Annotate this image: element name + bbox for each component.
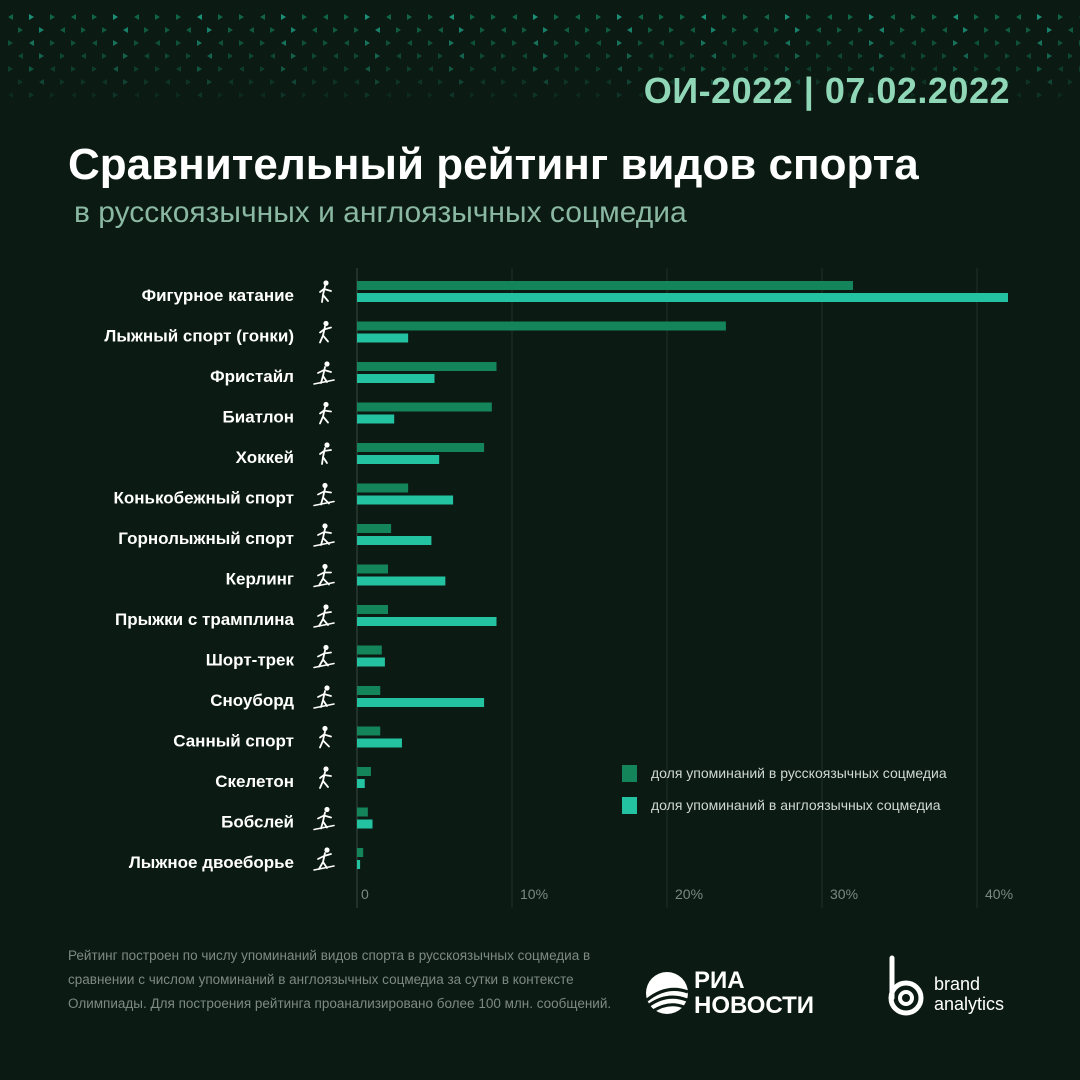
bar-english — [357, 779, 365, 788]
category-label: Санный спорт — [173, 731, 294, 751]
nordic-combined-icon — [314, 847, 334, 870]
figure-skating-icon — [320, 280, 331, 302]
bar-russian — [357, 322, 726, 331]
ria-logo-text — [694, 968, 814, 1018]
bar-english — [357, 536, 431, 545]
ria-logo-line1: РИА — [694, 967, 745, 994]
bobsleigh-icon — [314, 807, 334, 830]
category-label: Биатлон — [222, 407, 294, 427]
bar-english — [357, 820, 373, 829]
ria-novosti-logo — [644, 966, 844, 1026]
x-tick-label: 40% — [985, 886, 1014, 902]
freestyle-icon — [314, 361, 334, 384]
legend-swatch-russian — [622, 765, 637, 782]
category-label: Бобслей — [221, 812, 294, 832]
category-label: Скелетон — [215, 772, 294, 791]
chart-title: Сравнительный рейтинг видов спорта — [68, 140, 919, 189]
bar-english — [357, 496, 453, 505]
bar-russian — [357, 686, 380, 695]
bar-russian — [357, 524, 391, 533]
bar-english — [357, 658, 385, 667]
chart-subtitle: в русскоязычных и англоязычных соцмедиа — [74, 196, 687, 229]
bar-russian — [357, 484, 408, 493]
brand-analytics-logo — [880, 954, 1030, 1024]
legend-label-russian: доля упоминаний в русскоязычных соцмедиа — [651, 765, 947, 781]
x-tick-label: 30% — [830, 886, 859, 902]
chart-legend — [622, 762, 947, 826]
legend-item-russian — [622, 762, 947, 784]
category-label: Лыжный спорт (гонки) — [104, 326, 294, 346]
brand-analytics-text — [934, 974, 1004, 1014]
bar-russian — [357, 808, 368, 817]
x-tick-label: 20% — [675, 886, 704, 902]
bar-russian — [357, 767, 371, 776]
alpine-skiing-icon — [314, 523, 334, 546]
bar-russian — [357, 403, 492, 412]
ria-globe-icon — [644, 970, 690, 1016]
short-track-icon — [314, 645, 334, 668]
snowboard-icon — [314, 685, 334, 708]
x-tick-label: 0 — [361, 886, 369, 902]
x-tick-label: 10% — [520, 886, 549, 902]
category-label: Фристайл — [210, 367, 294, 386]
bar-russian — [357, 646, 382, 655]
category-label: Хоккей — [235, 448, 294, 467]
category-label: Фигурное катание — [141, 286, 294, 305]
biathlon-icon — [320, 402, 331, 424]
category-label: Конькобежный спорт — [113, 488, 294, 508]
speed-skating-icon — [314, 483, 334, 506]
bar-english — [357, 415, 394, 424]
bar-russian — [357, 281, 853, 290]
bar-english — [357, 455, 439, 464]
brand-analytics-b-icon — [880, 954, 930, 1020]
legend-label-english: доля упоминаний в англоязычных соцмедиа — [651, 797, 941, 813]
event-date-label: ОИ-2022 | 07.02.2022 — [643, 70, 1010, 111]
bar-english — [357, 860, 360, 869]
ba-logo-line2: analytics — [934, 994, 1005, 1014]
ria-logo-line2: НОВОСТИ — [694, 992, 815, 1019]
hockey-icon — [320, 442, 331, 464]
bar-russian — [357, 362, 497, 371]
bar-russian — [357, 443, 484, 452]
ba-logo-line1: brand — [934, 974, 981, 994]
category-label: Лыжное двоеборье — [128, 853, 294, 872]
bar-russian — [357, 565, 388, 574]
bar-english — [357, 374, 435, 383]
bar-english — [357, 739, 402, 748]
bar-english — [357, 617, 497, 626]
bar-russian — [357, 848, 363, 857]
bar-russian — [357, 605, 388, 614]
bar-english — [357, 577, 445, 586]
ski-jumping-icon — [314, 604, 334, 627]
category-label: Прыжки с трамплина — [114, 610, 294, 629]
cross-country-skiing-icon — [320, 321, 331, 343]
curling-icon — [314, 564, 334, 587]
category-label: Сноуборд — [210, 691, 294, 710]
methodology-note: Рейтинг построен по числу упоминаний видов спорта в русскоязычных соцмедиа в сравнении с числом упоминаний в англоязычных соцмедиа за сутки в контексте Олимпиады. Для построения рейтинга проанализировано более 100 млн. сообщений. — [68, 948, 612, 1011]
category-label: Шорт-трек — [205, 650, 294, 670]
bar-english — [357, 334, 408, 343]
bar-russian — [357, 727, 380, 736]
legend-item-english — [622, 794, 947, 816]
luge-icon — [320, 726, 331, 748]
bar-english — [357, 293, 1008, 302]
legend-swatch-english — [622, 797, 637, 814]
category-label: Горнолыжный спорт — [118, 529, 294, 548]
category-label: Керлинг — [225, 569, 294, 589]
bar-english — [357, 698, 484, 707]
skeleton-icon — [320, 766, 331, 788]
